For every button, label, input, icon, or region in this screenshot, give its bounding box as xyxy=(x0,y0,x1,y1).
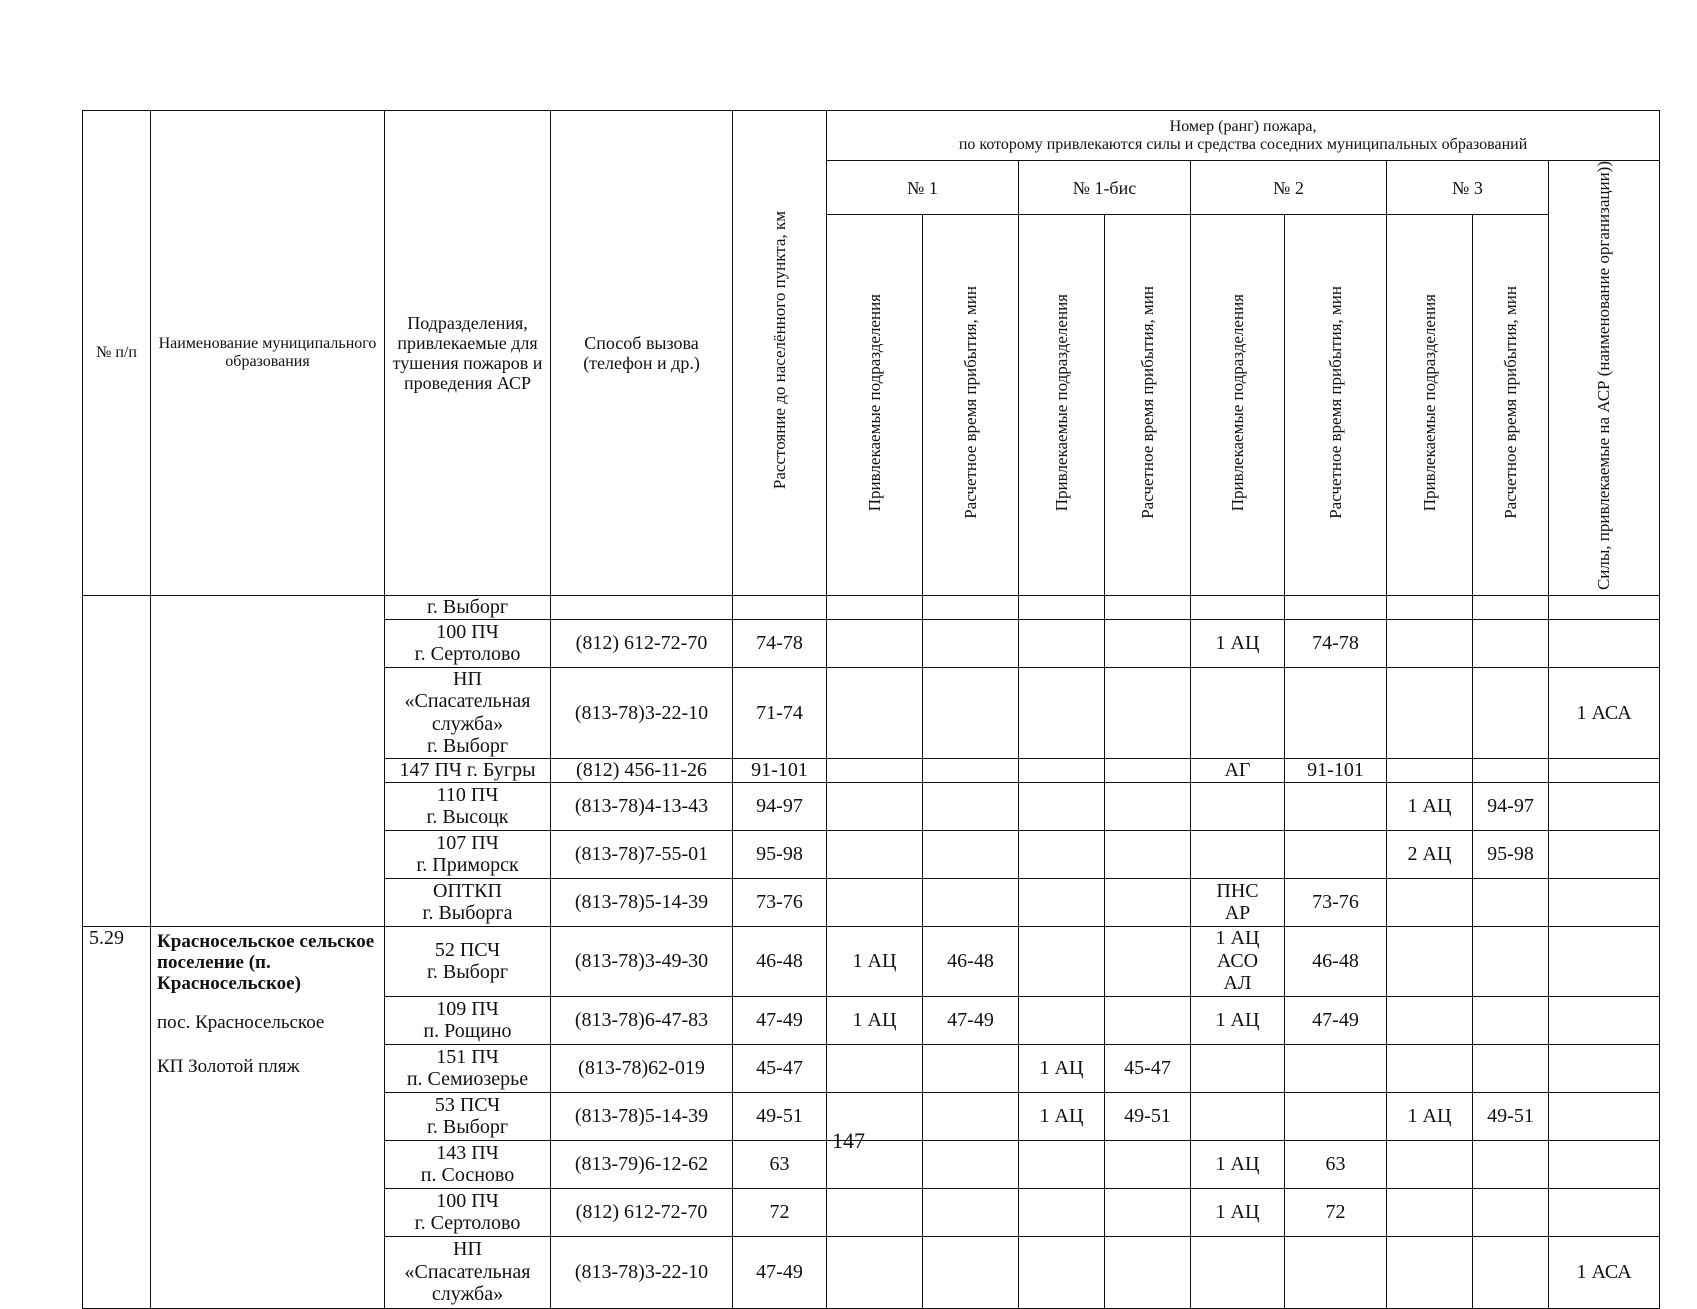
rank1bis-time-cell xyxy=(1105,1188,1191,1236)
distance-cell: 74-78 xyxy=(733,619,827,667)
distance-cell: 49-51 xyxy=(733,1092,827,1140)
rank1bis-units-cell xyxy=(1019,595,1105,619)
rank3-units-cell xyxy=(1387,619,1473,667)
distance-cell: 47-49 xyxy=(733,1236,827,1308)
phone-cell: (813-78)3-22-10 xyxy=(551,667,733,758)
header-r1bis-time: Расчетное время прибытия, мин xyxy=(1105,215,1191,596)
rank1bis-time-cell xyxy=(1105,830,1191,878)
rank2-time-cell: 46-48 xyxy=(1285,926,1387,996)
rank1-time-cell xyxy=(923,1044,1019,1092)
distance-cell: 47-49 xyxy=(733,996,827,1044)
rank1bis-units-cell xyxy=(1019,830,1105,878)
settlement-name: пос. Красносельское xyxy=(157,1012,325,1034)
header-r1bis-units: Привлекаемые подразделения xyxy=(1019,215,1105,596)
header-rank-2: № 2 xyxy=(1191,161,1387,215)
rank2-units-cell xyxy=(1191,1236,1285,1308)
rank3-time-cell: 95-98 xyxy=(1473,830,1549,878)
section-municipality xyxy=(151,926,385,1308)
rank2-unit-line: 1 АЦ xyxy=(1215,1152,1260,1175)
rank3-units-cell xyxy=(1387,878,1473,926)
rank2-unit-line: АГ xyxy=(1224,758,1251,781)
unit-cell xyxy=(385,878,551,926)
rank3-units-cell xyxy=(1387,926,1473,996)
distance-cell: 45-47 xyxy=(733,1044,827,1092)
rank1-units-cell xyxy=(827,595,923,619)
rank2-time-cell: 91-101 xyxy=(1285,758,1387,782)
header-r2-time: Расчетное время прибытия, мин xyxy=(1285,215,1387,596)
rank2-unit-line: ПНС xyxy=(1216,879,1259,902)
rank1bis-units-cell xyxy=(1019,996,1105,1044)
rank1-units-cell xyxy=(827,1236,923,1308)
rank1-units-cell xyxy=(827,830,923,878)
unit-line: 110 ПЧ xyxy=(436,783,499,806)
distance-cell: 91-101 xyxy=(733,758,827,782)
number-cell-continued xyxy=(83,595,151,926)
rank2-time-cell xyxy=(1285,1236,1387,1308)
rank1bis-units-cell xyxy=(1019,1236,1105,1308)
unit-line: г. Выборг xyxy=(426,735,509,758)
header-rank-1bis: № 1-бис xyxy=(1019,161,1191,215)
rank2-unit-line: 1 АЦ xyxy=(1215,1008,1260,1031)
asr-forces-cell xyxy=(1549,996,1660,1044)
rank2-units-cell xyxy=(1191,595,1285,619)
unit-line: г. Выборг xyxy=(426,596,509,619)
rank1-time-cell xyxy=(923,878,1019,926)
asr-forces-cell: 1 АСА xyxy=(1549,1236,1660,1308)
distance-cell xyxy=(733,595,827,619)
phone-cell: (813-78)5-14-39 xyxy=(551,1092,733,1140)
header-call-method: Способ вызова (телефон и др.) xyxy=(551,111,733,596)
unit-line: г. Высоцк xyxy=(426,806,509,829)
unit-line: г. Выборг xyxy=(426,961,509,984)
phone-cell: (812) 612-72-70 xyxy=(551,619,733,667)
rank3-units-cell xyxy=(1387,667,1473,758)
rank1bis-time-cell xyxy=(1105,667,1191,758)
phone-cell: (812) 612-72-70 xyxy=(551,1188,733,1236)
phone-cell: (813-78)6-47-83 xyxy=(551,996,733,1044)
table-row xyxy=(83,595,1660,619)
municipality-cell-continued xyxy=(151,595,385,926)
rank1-time-cell xyxy=(923,595,1019,619)
unit-line: г. Приморск xyxy=(416,854,519,877)
rank2-unit-line: 1 АЦ xyxy=(1215,632,1260,655)
rank2-time-cell: 74-78 xyxy=(1285,619,1387,667)
rank1-time-cell xyxy=(923,830,1019,878)
rank1-time-cell xyxy=(923,1188,1019,1236)
unit-cell xyxy=(385,782,551,830)
asr-forces-cell xyxy=(1549,926,1660,996)
unit-cell xyxy=(385,1236,551,1308)
phone-cell: (813-78)7-55-01 xyxy=(551,830,733,878)
rank1bis-units-cell xyxy=(1019,619,1105,667)
unit-line: 53 ПСЧ xyxy=(434,1093,501,1116)
rank2-time-cell: 72 xyxy=(1285,1188,1387,1236)
rank1bis-units-cell xyxy=(1019,1188,1105,1236)
unit-line: г. Сертолово xyxy=(414,1212,521,1235)
rank1-units-cell xyxy=(827,619,923,667)
distance-cell: 95-98 xyxy=(733,830,827,878)
rank3-time-cell xyxy=(1473,1236,1549,1308)
settlement-name: КП Золотой пляж xyxy=(157,1055,300,1077)
unit-line: г. Выборг xyxy=(426,1116,509,1139)
distance-cell: 46-48 xyxy=(733,926,827,996)
rank1-units-cell: 1 АЦ xyxy=(827,926,923,996)
phone-cell: (813-78)62-019 xyxy=(551,1044,733,1092)
rank1-units-cell xyxy=(827,1044,923,1092)
rank1bis-time-cell xyxy=(1105,878,1191,926)
rank1-time-cell: 46-48 xyxy=(923,926,1019,996)
rank2-units-cell xyxy=(1191,667,1285,758)
phone-cell: (813-78)5-14-39 xyxy=(551,878,733,926)
table-header xyxy=(83,111,1660,596)
rank1-units-cell xyxy=(827,1188,923,1236)
phone-cell: (813-78)3-22-10 xyxy=(551,1236,733,1308)
rank2-time-cell: 63 xyxy=(1285,1140,1387,1188)
table-body xyxy=(83,595,1660,1308)
rank2-unit-line: 1 АЦ xyxy=(1215,927,1260,950)
rank1bis-time-cell xyxy=(1105,782,1191,830)
rank2-time-cell xyxy=(1285,830,1387,878)
rank2-time-cell xyxy=(1285,595,1387,619)
rank3-units-cell xyxy=(1387,1188,1473,1236)
rank1-units-cell xyxy=(827,782,923,830)
rank3-units-cell: 1 АЦ xyxy=(1387,1092,1473,1140)
distance-cell: 73-76 xyxy=(733,878,827,926)
rank3-time-cell xyxy=(1473,667,1549,758)
phone-cell: (813-78)4-13-43 xyxy=(551,782,733,830)
rank3-units-cell xyxy=(1387,996,1473,1044)
rank3-time-cell xyxy=(1473,595,1549,619)
header-r3-time: Расчетное время прибытия, мин xyxy=(1473,215,1549,596)
rank3-time-cell: 94-97 xyxy=(1473,782,1549,830)
rank2-time-cell xyxy=(1285,1044,1387,1092)
rank1-time-cell xyxy=(923,782,1019,830)
rank3-units-cell xyxy=(1387,758,1473,782)
unit-line: г. Выборга xyxy=(422,902,513,925)
rank2-unit-line: АР xyxy=(1224,902,1251,925)
unit-cell xyxy=(385,926,551,996)
header-asr-forces: Силы, привлекаемые на АСР (наименование организации)) xyxy=(1549,161,1660,596)
unit-line: «Спасательная xyxy=(404,690,531,713)
header-rank-3: № 3 xyxy=(1387,161,1549,215)
asr-forces-cell xyxy=(1549,619,1660,667)
distance-cell: 71-74 xyxy=(733,667,827,758)
unit-line: «Спасательная xyxy=(404,1260,531,1283)
rank3-time-cell xyxy=(1473,758,1549,782)
phone-cell: (813-79)6-12-62 xyxy=(551,1140,733,1188)
header-rank-1: № 1 xyxy=(827,161,1019,215)
rank3-units-cell xyxy=(1387,595,1473,619)
unit-line: 107 ПЧ xyxy=(436,831,499,854)
rank2-units-cell xyxy=(1191,619,1285,667)
rank3-time-cell xyxy=(1473,1044,1549,1092)
rank1-units-cell xyxy=(827,667,923,758)
rank1bis-time-cell xyxy=(1105,996,1191,1044)
rank2-units-cell xyxy=(1191,782,1285,830)
rank3-time-cell xyxy=(1473,996,1549,1044)
rank3-time-cell xyxy=(1473,619,1549,667)
rank1bis-time-cell xyxy=(1105,619,1191,667)
phone-cell: (813-78)3-49-30 xyxy=(551,926,733,996)
rank2-time-cell: 47-49 xyxy=(1285,996,1387,1044)
unit-line: г. Сертолово xyxy=(414,643,521,666)
unit-cell xyxy=(385,1188,551,1236)
phone-cell: (812) 456-11-26 xyxy=(551,758,733,782)
header-r1-units: Привлекаемые подразделения xyxy=(827,215,923,596)
rank2-time-cell xyxy=(1285,667,1387,758)
unit-cell xyxy=(385,595,551,619)
unit-cell xyxy=(385,996,551,1044)
rank1bis-units-cell: 1 АЦ xyxy=(1019,1044,1105,1092)
distance-cell: 94-97 xyxy=(733,782,827,830)
page-number: 147 xyxy=(832,1128,865,1153)
rank2-time-cell: 73-76 xyxy=(1285,878,1387,926)
rank1bis-units-cell xyxy=(1019,878,1105,926)
rank1bis-time-cell xyxy=(1105,1236,1191,1308)
rank1bis-units-cell xyxy=(1019,782,1105,830)
unit-line: служба» xyxy=(431,1283,504,1306)
header-rank-title: Номер (ранг) пожара, по которому привлекаются силы и средства соседних муниципальных образований xyxy=(827,111,1660,161)
rank1-time-cell xyxy=(923,619,1019,667)
unit-cell xyxy=(385,758,551,782)
distance-cell: 72 xyxy=(733,1188,827,1236)
rank1bis-units-cell xyxy=(1019,758,1105,782)
rank1bis-time-cell: 49-51 xyxy=(1105,1092,1191,1140)
unit-cell xyxy=(385,830,551,878)
rank1-units-cell: 1 АЦ xyxy=(827,996,923,1044)
rank1-time-cell: 47-49 xyxy=(923,996,1019,1044)
unit-line: ОПТКП xyxy=(433,879,502,902)
header-number: № п/п xyxy=(83,111,151,596)
rank1bis-units-cell xyxy=(1019,667,1105,758)
rank1-time-cell xyxy=(923,1236,1019,1308)
unit-line: НП xyxy=(453,1238,482,1261)
unit-cell xyxy=(385,1044,551,1092)
unit-line: 147 ПЧ г. Бугры xyxy=(399,758,536,781)
unit-line: НП xyxy=(453,667,482,690)
rank3-units-cell: 1 АЦ xyxy=(1387,782,1473,830)
rank3-time-cell xyxy=(1473,926,1549,996)
unit-line: п. Сосново xyxy=(420,1164,515,1187)
unit-line: п. Рощино xyxy=(423,1020,512,1043)
rank2-units-cell xyxy=(1191,996,1285,1044)
header-distance: Расстояние до населённого пункта, км xyxy=(733,111,827,596)
rank3-time-cell: 49-51 xyxy=(1473,1092,1549,1140)
unit-line: 100 ПЧ xyxy=(436,621,499,644)
asr-forces-cell xyxy=(1549,830,1660,878)
rank2-units-cell xyxy=(1191,1044,1285,1092)
header-r3-units: Привлекаемые подразделения xyxy=(1387,215,1473,596)
rank2-units-cell xyxy=(1191,1188,1285,1236)
asr-forces-cell xyxy=(1549,1044,1660,1092)
rank3-time-cell xyxy=(1473,878,1549,926)
section-number: 5.29 xyxy=(83,926,151,1308)
rank3-units-cell xyxy=(1387,1044,1473,1092)
unit-line: 52 ПСЧ xyxy=(434,938,501,961)
unit-line: 109 ПЧ xyxy=(436,997,499,1020)
rank3-units-cell: 2 АЦ xyxy=(1387,830,1473,878)
rank3-units-cell xyxy=(1387,1236,1473,1308)
rank1-time-cell xyxy=(923,667,1019,758)
phone-cell xyxy=(551,595,733,619)
rank2-units-cell xyxy=(1191,926,1285,996)
header-r2-units: Привлекаемые подразделения xyxy=(1191,215,1285,596)
distance-cell: 63 xyxy=(733,1140,827,1188)
rank2-time-cell xyxy=(1285,782,1387,830)
asr-forces-cell xyxy=(1549,782,1660,830)
rank2-units-cell xyxy=(1191,878,1285,926)
unit-line: 143 ПЧ xyxy=(436,1141,499,1164)
header-units: Подразделения, привлекаемые для тушения пожаров и проведения АСР xyxy=(385,111,551,596)
header-municipality: Наименование муниципального образования xyxy=(151,111,385,596)
asr-forces-cell xyxy=(1549,758,1660,782)
rank1bis-units-cell xyxy=(1019,926,1105,996)
table-row xyxy=(83,926,1660,996)
unit-line: п. Семиозерье xyxy=(406,1068,529,1091)
rank1bis-time-cell xyxy=(1105,926,1191,996)
asr-forces-cell: 1 АСА xyxy=(1549,667,1660,758)
unit-cell xyxy=(385,667,551,758)
rank2-unit-line: АЛ xyxy=(1223,972,1252,995)
header-r1-time: Расчетное время прибытия, мин xyxy=(923,215,1019,596)
asr-forces-cell xyxy=(1549,595,1660,619)
unit-cell xyxy=(385,619,551,667)
rank1bis-time-cell xyxy=(1105,595,1191,619)
rank1-time-cell xyxy=(923,758,1019,782)
asr-forces-cell xyxy=(1549,878,1660,926)
rank1-units-cell xyxy=(827,878,923,926)
rank2-unit-line: 1 АЦ xyxy=(1215,1200,1260,1223)
rank1bis-units-cell: 1 АЦ xyxy=(1019,1092,1105,1140)
unit-line: 151 ПЧ xyxy=(436,1045,499,1068)
rank1bis-time-cell: 45-47 xyxy=(1105,1044,1191,1092)
rank2-units-cell xyxy=(1191,830,1285,878)
rank1bis-time-cell xyxy=(1105,758,1191,782)
rank2-units-cell xyxy=(1191,758,1285,782)
unit-line: служба» xyxy=(431,712,504,735)
asr-forces-cell xyxy=(1549,1188,1660,1236)
rank3-time-cell xyxy=(1473,1188,1549,1236)
rank1-units-cell xyxy=(827,758,923,782)
rank2-unit-line: АСО xyxy=(1216,949,1259,972)
unit-line: 100 ПЧ xyxy=(436,1189,499,1212)
municipality-name: Красносельское сельское поселение (п. Красносельское) xyxy=(157,930,375,995)
